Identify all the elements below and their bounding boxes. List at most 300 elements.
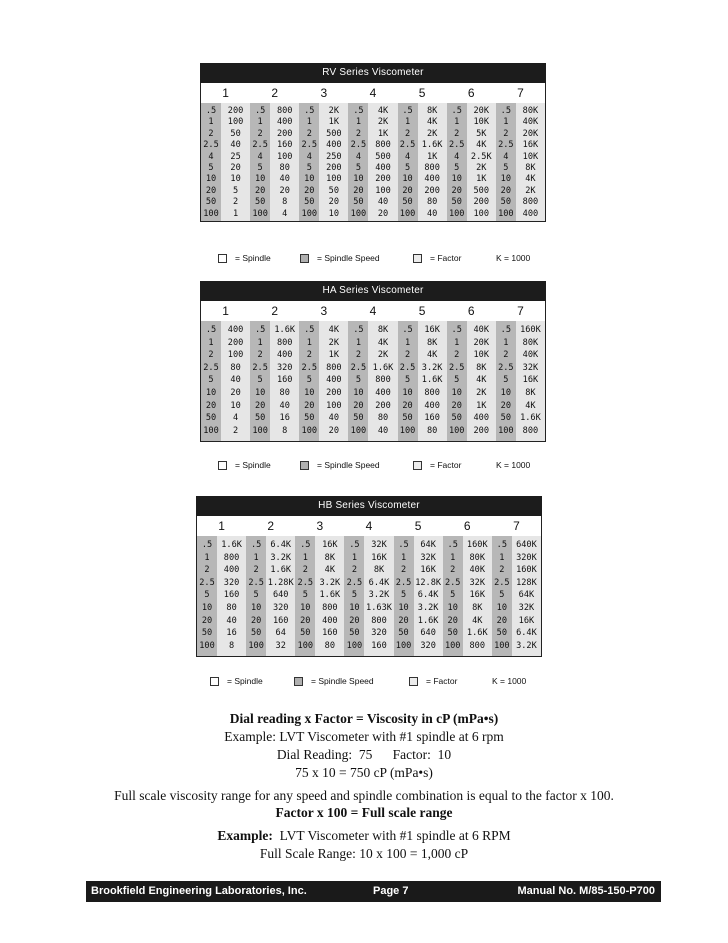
factor-cell: 1 — [232, 208, 239, 219]
speed-cell: 20 — [353, 185, 364, 196]
factor-cell: 4K — [525, 400, 536, 411]
speed-cell: 5 — [302, 590, 308, 601]
factor-cell: 800 — [375, 375, 391, 386]
factor-cell: 3.2K — [417, 602, 439, 613]
factor-cell: 100 — [227, 117, 244, 128]
speed-cell: .5 — [451, 325, 462, 335]
spindle-swatch — [218, 461, 227, 470]
factor-cell: 2K — [328, 337, 340, 348]
speed-cell: 20 — [250, 615, 262, 626]
speed-cell: 100 — [199, 640, 215, 651]
speed-cell: 1 — [257, 117, 263, 128]
speed-cell: 2 — [204, 565, 210, 576]
factor-cell: 2K — [476, 387, 487, 398]
spindle-group — [250, 321, 299, 441]
factor-cell: 4K — [476, 375, 487, 386]
speed-cell: .5 — [304, 325, 315, 335]
speed-column — [201, 103, 221, 221]
factor-cell: 80K — [522, 337, 539, 348]
factor-cell: 800 — [522, 197, 539, 208]
speed-cell: 10 — [300, 602, 311, 613]
spindle-number: 7 — [513, 519, 520, 533]
legend-k: K = 1000 — [492, 676, 527, 686]
speed-cell: 2 — [503, 350, 509, 361]
speed-cell: 1 — [355, 117, 362, 128]
footer-company: Brookfield Engineering Laboratories, Inc. — [91, 885, 307, 897]
speed-cell: 2.5 — [498, 140, 514, 151]
factor-cell: 400 — [375, 163, 391, 174]
speed-cell: 4 — [306, 151, 312, 162]
factor-cell: 8K — [373, 565, 385, 576]
factor-cell: 160K — [516, 565, 537, 576]
legend — [210, 253, 550, 267]
speed-cell: 2 — [306, 128, 312, 139]
speed-cell: 50 — [402, 413, 413, 424]
spindle-group — [250, 103, 299, 221]
factor-cell: 20K — [473, 337, 490, 348]
speed-cell: 2 — [355, 128, 362, 139]
speed-column — [492, 536, 512, 656]
factor-cell: 20 — [230, 387, 241, 398]
speed-cell: 50 — [205, 413, 217, 424]
factor-cell: 800 — [522, 425, 539, 436]
factor-cell: 64K — [518, 590, 535, 601]
speed-cell: 20 — [304, 400, 315, 411]
factor-cell: 40 — [230, 375, 241, 386]
speed-cell: 50 — [447, 628, 458, 639]
speed-cell: 10 — [500, 387, 512, 398]
speed-cell: 1 — [503, 337, 509, 348]
spindle-group — [492, 536, 541, 656]
factor-cell: 40K — [522, 350, 539, 361]
speed-cell: 10 — [205, 174, 217, 185]
factor-cell: 800 — [276, 106, 293, 116]
factor-cell: 320 — [272, 602, 289, 613]
speed-cell: 50 — [402, 197, 413, 208]
speed-cell: 100 — [350, 425, 367, 436]
speed-cell: 1 — [355, 337, 362, 348]
factor-cell: 4 — [282, 208, 288, 219]
speed-cell: 100 — [350, 208, 367, 219]
factor-cell: 1.63K — [366, 602, 392, 613]
speed-cell: 50 — [304, 413, 315, 424]
factor-cell: 4K — [472, 615, 483, 626]
speed-cell: 100 — [444, 640, 461, 651]
example2-text: LVT Viscometer with #1 spindle at 6 RPM — [272, 828, 511, 843]
speed-cell: .5 — [451, 106, 462, 116]
speed-cell: 4 — [355, 151, 362, 162]
speed-cell: 100 — [494, 640, 510, 651]
spindle-group — [295, 536, 344, 656]
factor-cell: 3.2K — [368, 590, 390, 601]
speed-cell: .5 — [205, 325, 217, 335]
factor-cell: 16K — [420, 565, 436, 576]
speed-cell: 2 — [499, 565, 505, 576]
factor-cell: 200 — [375, 400, 391, 411]
speed-column — [443, 536, 463, 656]
speed-cell: 10 — [349, 602, 360, 613]
spindle-group — [348, 321, 397, 441]
speed-cell: 20 — [447, 615, 458, 626]
legend-spindle: = Spindle — [235, 253, 271, 263]
spindle-number: 1 — [222, 304, 229, 318]
spindle-number: 6 — [467, 304, 475, 318]
speed-cell: 2.5 — [346, 577, 363, 588]
factor-cell: 400 — [326, 375, 342, 386]
speed-cell: 5 — [208, 163, 214, 174]
factor-cell: 1K — [476, 174, 487, 185]
spindle-group — [394, 536, 443, 656]
legend-spindle: = Spindle — [227, 676, 263, 686]
speed-cell: .5 — [496, 540, 508, 550]
factor-cell: 10K — [522, 151, 539, 162]
factor-cell: 500 — [473, 185, 490, 196]
speed-cell: 100 — [346, 640, 363, 651]
speed-column — [348, 103, 368, 221]
factor-cell: 16K — [371, 552, 387, 563]
speed-column — [447, 103, 467, 221]
speed-cell: 1 — [208, 117, 214, 128]
factor-cell: 250 — [326, 151, 342, 162]
speed-cell: 2.5 — [444, 577, 461, 588]
spindle-number: 7 — [517, 86, 524, 100]
factor-cell: 6.4K — [368, 577, 390, 588]
factor-swatch — [413, 461, 422, 470]
factor-cell: 2K — [328, 106, 340, 116]
speed-cell: 50 — [451, 197, 462, 208]
speed-column — [197, 536, 217, 656]
speed-cell: .5 — [349, 540, 360, 550]
speed-cell: 1 — [503, 117, 509, 128]
speed-cell: 5 — [306, 163, 312, 174]
factor-cell: 20 — [328, 197, 340, 208]
speed-cell: 4 — [208, 151, 214, 162]
speed-cell: 4 — [454, 151, 460, 162]
factor-cell: 3.2K — [319, 577, 341, 588]
factor-grid — [200, 103, 546, 222]
speed-cell: 50 — [500, 413, 512, 424]
speed-cell: 100 — [448, 208, 465, 219]
factor-cell: 40 — [226, 615, 237, 626]
speed-cell: 2 — [257, 350, 263, 361]
speed-cell: 10 — [353, 174, 364, 185]
speed-cell: 20 — [254, 400, 266, 411]
factor-cell: 4K — [328, 325, 340, 335]
speed-cell: .5 — [402, 106, 413, 116]
factor-cell: 8K — [324, 552, 336, 563]
legend-spindle: = Spindle — [235, 460, 271, 470]
factor-cell: 64 — [275, 628, 286, 639]
spindle-swatch — [210, 677, 219, 686]
factor-cell: 1.28K — [267, 577, 294, 588]
factor-column — [516, 321, 545, 441]
speed-cell: 10 — [201, 602, 213, 613]
speed-cell: .5 — [254, 106, 266, 116]
speed-cell: 2.5 — [203, 140, 219, 151]
speed-cell: 10 — [496, 602, 508, 613]
speed-cell: 20 — [398, 615, 409, 626]
factor-cell: 2K — [525, 185, 536, 196]
speed-cell: 50 — [353, 197, 364, 208]
speed-cell: 2 — [351, 565, 358, 576]
factor-cell: 80 — [279, 387, 290, 398]
speed-column — [250, 103, 270, 221]
factor-cell: 4K — [525, 174, 536, 185]
speed-cell: 100 — [399, 208, 416, 219]
factor-cell: 32 — [275, 640, 286, 651]
speed-cell: 2.5 — [252, 362, 268, 373]
factor-column — [217, 536, 246, 656]
factor-cell: 320 — [276, 362, 293, 373]
factor-cell: 8K — [525, 163, 536, 174]
factor-column — [315, 536, 344, 656]
factor-cell: 400 — [424, 174, 440, 185]
speed-cell: 100 — [252, 425, 268, 436]
factor-column — [270, 321, 299, 441]
speed-cell: 2 — [302, 565, 308, 576]
rv-table — [200, 63, 546, 222]
speed-cell: .5 — [500, 106, 512, 116]
speed-cell: .5 — [250, 540, 262, 550]
spindle-number: 3 — [320, 304, 328, 318]
speed-cell: 2 — [400, 565, 407, 576]
speed-cell: 10 — [402, 174, 413, 185]
speed-cell: 50 — [201, 628, 213, 639]
legend-factor: = Factor — [430, 253, 462, 263]
factor-cell: 100 — [227, 350, 244, 361]
factor-column — [364, 536, 393, 656]
factor-column — [467, 321, 496, 441]
speed-cell: 100 — [498, 208, 514, 219]
speed-column — [299, 103, 319, 221]
factor-cell: 800 — [424, 387, 440, 398]
speed-cell: 20 — [451, 400, 462, 411]
speed-cell: 100 — [399, 425, 416, 436]
factor-cell: 1.6K — [421, 140, 443, 151]
rule-line: Factor x 100 = Full scale range — [275, 805, 453, 820]
factor-cell: 8 — [282, 197, 288, 208]
speed-cell: 20 — [304, 185, 315, 196]
factor-column — [512, 536, 541, 656]
speed-cell: .5 — [201, 540, 213, 550]
factor-column — [418, 321, 447, 441]
speed-cell: .5 — [254, 325, 266, 335]
speed-cell: 5 — [454, 163, 460, 174]
legend — [210, 460, 550, 474]
factor-cell: 320 — [420, 640, 436, 651]
factor-cell: 100 — [326, 400, 342, 411]
speed-cell: 10 — [353, 387, 364, 398]
speed-cell: 4 — [503, 151, 509, 162]
speed-cell: 2.5 — [395, 577, 412, 588]
factor-cell: 400 — [522, 208, 539, 219]
factor-cell: 100 — [326, 174, 342, 185]
spindle-group — [496, 103, 545, 221]
factor-cell: 40 — [279, 400, 290, 411]
speed-cell: 2.5 — [252, 140, 268, 151]
factor-cell: 5K — [476, 128, 487, 139]
factor-cell: 40K — [522, 117, 539, 128]
footer-page: Page 7 — [373, 885, 409, 897]
factor-cell: 3.2K — [421, 362, 443, 373]
speed-cell: 5 — [503, 163, 509, 174]
speed-column — [394, 536, 414, 656]
factor-cell: 40 — [230, 140, 241, 151]
speed-cell: 1 — [208, 337, 214, 348]
factor-column — [516, 103, 545, 221]
speed-cell: 2.5 — [350, 140, 367, 151]
factor-cell: 80 — [324, 640, 336, 651]
factor-cell: 200 — [473, 425, 490, 436]
factor-cell: 200 — [227, 337, 244, 348]
speed-cell: 100 — [297, 640, 314, 651]
speed-cell: 5 — [454, 375, 460, 386]
factor-cell: 20 — [230, 163, 241, 174]
speed-column — [348, 321, 368, 441]
factor-swatch — [413, 254, 422, 263]
factor-cell: 200 — [227, 106, 244, 116]
factor-cell: 8K — [525, 387, 536, 398]
speed-cell: 2 — [503, 128, 509, 139]
speed-cell: 2.5 — [301, 362, 318, 373]
speed-cell: 100 — [301, 425, 318, 436]
speed-column — [246, 536, 266, 656]
factor-column — [319, 103, 348, 221]
factor-cell: 40 — [377, 425, 389, 436]
speed-cell: .5 — [300, 540, 311, 550]
factor-cell: 80 — [426, 425, 438, 436]
spindle-group — [201, 103, 250, 221]
factor-cell: 640K — [516, 540, 537, 550]
factor-cell: 160K — [520, 325, 541, 335]
spindle-number: 3 — [320, 86, 328, 100]
speed-cell: .5 — [304, 106, 315, 116]
factor-column — [467, 103, 496, 221]
factor-cell: 800 — [322, 602, 338, 613]
factor-cell: 50 — [230, 128, 241, 139]
factor-cell: 200 — [276, 128, 293, 139]
factor-swatch — [409, 677, 418, 686]
factor-cell: 8K — [426, 106, 438, 116]
factor-cell: 160 — [424, 413, 440, 424]
factor-cell: 400 — [227, 325, 244, 335]
factor-cell: 80 — [426, 197, 438, 208]
legend-factor: = Factor — [426, 676, 458, 686]
factor-cell: 20 — [377, 208, 389, 219]
factor-cell: 500 — [326, 128, 342, 139]
factor-cell: 8 — [228, 640, 235, 651]
speed-cell: 5 — [257, 163, 263, 174]
factor-column — [319, 321, 348, 441]
speed-column — [344, 536, 364, 656]
speed-cell: 1 — [450, 552, 456, 563]
speed-cell: 20 — [451, 185, 462, 196]
factor-cell: 160 — [276, 140, 293, 151]
factor-cell: 5 — [232, 185, 239, 196]
speed-cell: 2.5 — [297, 577, 314, 588]
speed-cell: 5 — [306, 375, 312, 386]
factor-cell: 4K — [324, 565, 336, 576]
factor-cell: 80K — [469, 552, 486, 563]
speed-cell: 10 — [402, 387, 413, 398]
factor-cell: 40K — [469, 565, 486, 576]
speed-cell: 5 — [351, 590, 358, 601]
speed-cell: 2.5 — [199, 577, 215, 588]
factor-cell: 1.6K — [270, 565, 292, 576]
speed-cell: 2 — [208, 350, 214, 361]
factor-cell: 16K — [522, 375, 539, 386]
factor-cell: 50 — [328, 185, 340, 196]
factor-cell: 25 — [230, 151, 241, 162]
spindle-header — [200, 83, 546, 103]
factor-cell: 800 — [469, 640, 486, 651]
speed-cell: 5 — [450, 590, 456, 601]
factor-cell: 6.4K — [516, 628, 537, 639]
factor-cell: 1.6K — [274, 325, 296, 335]
speed-cell: .5 — [353, 325, 364, 335]
speed-cell: 5 — [257, 375, 263, 386]
factor-cell: 2 — [232, 197, 239, 208]
speed-cell: 50 — [353, 413, 364, 424]
factor-cell: 800 — [375, 140, 391, 151]
spindle-swatch — [218, 254, 227, 263]
range-line: Full Scale Range: 10 x 100 = 1,000 cP — [259, 846, 469, 861]
factor-cell: 160 — [272, 615, 289, 626]
factor-cell: 4K — [476, 140, 487, 151]
speed-cell: 100 — [203, 208, 219, 219]
factor-column — [368, 321, 397, 441]
factor-cell: 80 — [226, 602, 237, 613]
speed-cell: 5 — [208, 375, 214, 386]
factor-cell: 400 — [276, 350, 293, 361]
spindle-group — [443, 536, 492, 656]
speed-cell: 2 — [355, 350, 362, 361]
factor-cell: 320K — [516, 552, 537, 563]
factor-cell: 2K — [377, 350, 389, 361]
factor-cell: 80 — [230, 362, 241, 373]
speed-cell: 100 — [301, 208, 318, 219]
factor-cell: 8K — [476, 362, 487, 373]
dial-line: Dial Reading: 75 Factor: 10 — [276, 747, 452, 762]
speed-cell: 100 — [498, 425, 514, 436]
factor-cell: 16 — [279, 413, 290, 424]
speed-cell: 100 — [252, 208, 268, 219]
factor-cell: 40 — [377, 197, 389, 208]
speed-swatch — [294, 677, 303, 686]
speed-column — [398, 321, 418, 441]
factor-cell: 128K — [516, 577, 537, 588]
factor-cell: 16K — [522, 140, 539, 151]
spindle-group — [447, 321, 496, 441]
factor-cell: 200 — [326, 387, 342, 398]
spindle-number: 4 — [369, 304, 377, 318]
spindle-group — [496, 321, 545, 441]
legend-speed: = Spindle Speed — [311, 676, 374, 686]
speed-cell: 50 — [254, 413, 266, 424]
factor-cell: 800 — [223, 552, 240, 563]
spindle-number: 1 — [222, 86, 229, 100]
factor-cell: 40 — [328, 413, 340, 424]
speed-cell: 5 — [400, 590, 407, 601]
speed-cell: 10 — [447, 602, 458, 613]
speed-cell: 2 — [306, 350, 312, 361]
factor-cell: 1.6K — [221, 540, 242, 550]
factor-cell: 8K — [472, 602, 483, 613]
factor-column — [368, 103, 397, 221]
speed-cell: 2 — [454, 128, 460, 139]
factor-cell: 320 — [371, 628, 387, 639]
speed-cell: 2 — [257, 128, 263, 139]
